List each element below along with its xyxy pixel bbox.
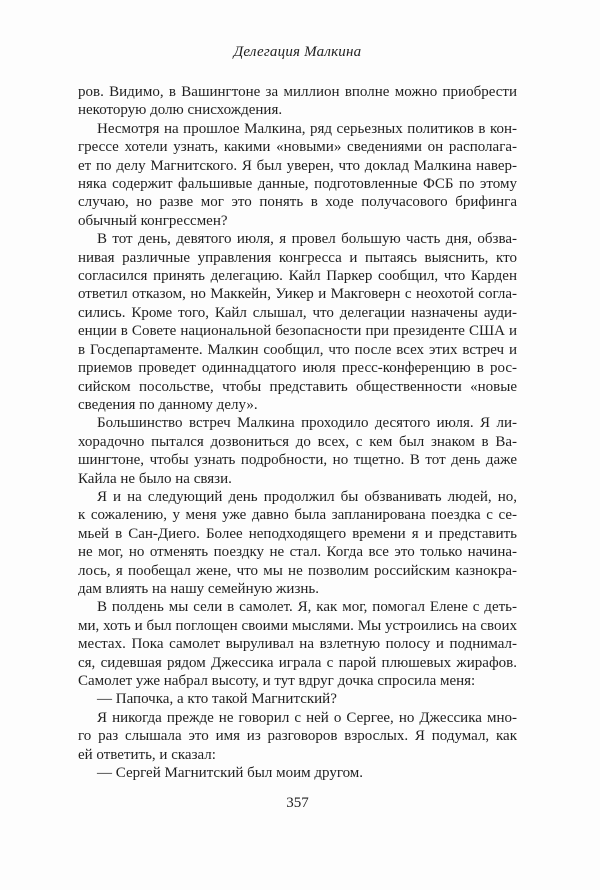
text-line: не мог, но отменять поездку не стал. Когда все это только начина- [78, 544, 517, 561]
paragraph [78, 598, 517, 690]
text-line: Я никогда прежде не говорил с ней о Сергее, но Джессика мно- [97, 709, 517, 726]
text-line: В полдень мы сели в самолет. Я, как мог, помогал Елене с деть- [97, 599, 517, 616]
paragraph [78, 764, 517, 782]
text-line: шингтоне, чтобы узнать подробности, но тщетно. В тот день даже [78, 452, 517, 469]
text-line: случаю, но разве мог это понять в ходе получасового брифинга [78, 194, 517, 211]
running-header: Делегация Малкина [233, 44, 362, 60]
text-line: — Сергей Магнитский был моим другом. [97, 765, 364, 782]
text-line: местах. Пока самолет выруливал на взлетную полосу и поднимал- [78, 636, 517, 653]
text-line: нивая различные управления конгресса и пытаясь выяснить, кто [78, 249, 517, 266]
text-line: лось, я пообещал жене, что мы не позволим российским казнокра- [78, 562, 517, 579]
paragraph [78, 83, 517, 120]
paragraph [78, 488, 517, 598]
text-line: в Госдепартаменте. Малкин сообщил, что после всех этих встреч и [78, 341, 517, 358]
text-line: мьей в Сан-Диего. Более неподходящего времени я и представить [78, 525, 517, 542]
text-line: хорадочно пытался дозвониться до всех, с кем был знаком в Ва- [78, 433, 517, 450]
text-line: В тот день, девятого июля, я провел большую часть дня, обзва- [97, 231, 517, 248]
text-line: некоторую долю снисхождения. [78, 102, 283, 119]
text-line: ответил отказом, но Маккейн, Уикер и Макговерн с неохотой согла- [78, 286, 517, 303]
text-line: ет по делу Магнитского. Я был уверен, что доклад Малкина навер- [78, 157, 517, 174]
text-line: Кайла не было на связи. [78, 470, 232, 487]
text-line: ров. Видимо, в Вашингтоне за миллион вполне можно приобрести [78, 84, 517, 100]
text-line: сийском посольстве, чтобы представить общественности «новые [78, 378, 517, 395]
paragraph [78, 709, 517, 764]
text-line: го раз слышала это имя из разговоров взрослых. Я подумал, как [78, 728, 517, 745]
paragraph [78, 230, 517, 414]
text-line: няка содержит фальшивые данные, подготовленные ФСБ по этому [78, 176, 517, 193]
page-number: 357 [286, 795, 309, 811]
body-text [78, 83, 517, 782]
text-line: Я и на следующий день продолжил бы обзванивать людей, но, [97, 488, 517, 505]
text-line: ми, хоть и был поглощен своими мыслями. Мы устроились на своих [78, 617, 517, 634]
paragraph [78, 120, 517, 230]
text-line: Самолет уже набрал высоту, и тут вдруг дочка спросила меня: [78, 673, 476, 689]
text-line: сились. Кроме того, Кайл слышал, что делегации назначены ауди- [78, 304, 517, 321]
paragraph [78, 414, 517, 488]
text-line: ся, сидевшая рядом Джессика играла с парой плюшевых жирафов. [78, 654, 517, 671]
text-line: к сожалению, у меня уже давно была запланирована поездка с се- [78, 507, 517, 524]
text-line: приемов проведет одиннадцатого июля пресс-конференцию в рос- [78, 360, 517, 377]
text-line: Большинство встреч Малкина проходило десятого июля. Я ли- [97, 415, 517, 432]
text-line: Несмотря на прошлое Малкина, ряд серьезных политиков в кон- [97, 120, 517, 137]
text-line: обычный конгрессмен? [78, 212, 228, 229]
text-line: сведения по данному делу». [78, 396, 258, 413]
paragraph [78, 690, 517, 708]
text-line: ей ответить, и сказал: [78, 746, 216, 763]
text-line: дам влиять на нашу семейную жизнь. [78, 580, 319, 597]
text-line: — Папочка, а кто такой Магнитский? [97, 691, 337, 708]
text-line: енции в Совете национальной безопасности при президенте США и [78, 323, 517, 340]
text-line: грессе хотели узнать, какими «новыми» сведениями он располага- [78, 139, 517, 156]
text-line: согласился принять делегацию. Кайл Паркер сообщил, что Карден [78, 268, 517, 285]
